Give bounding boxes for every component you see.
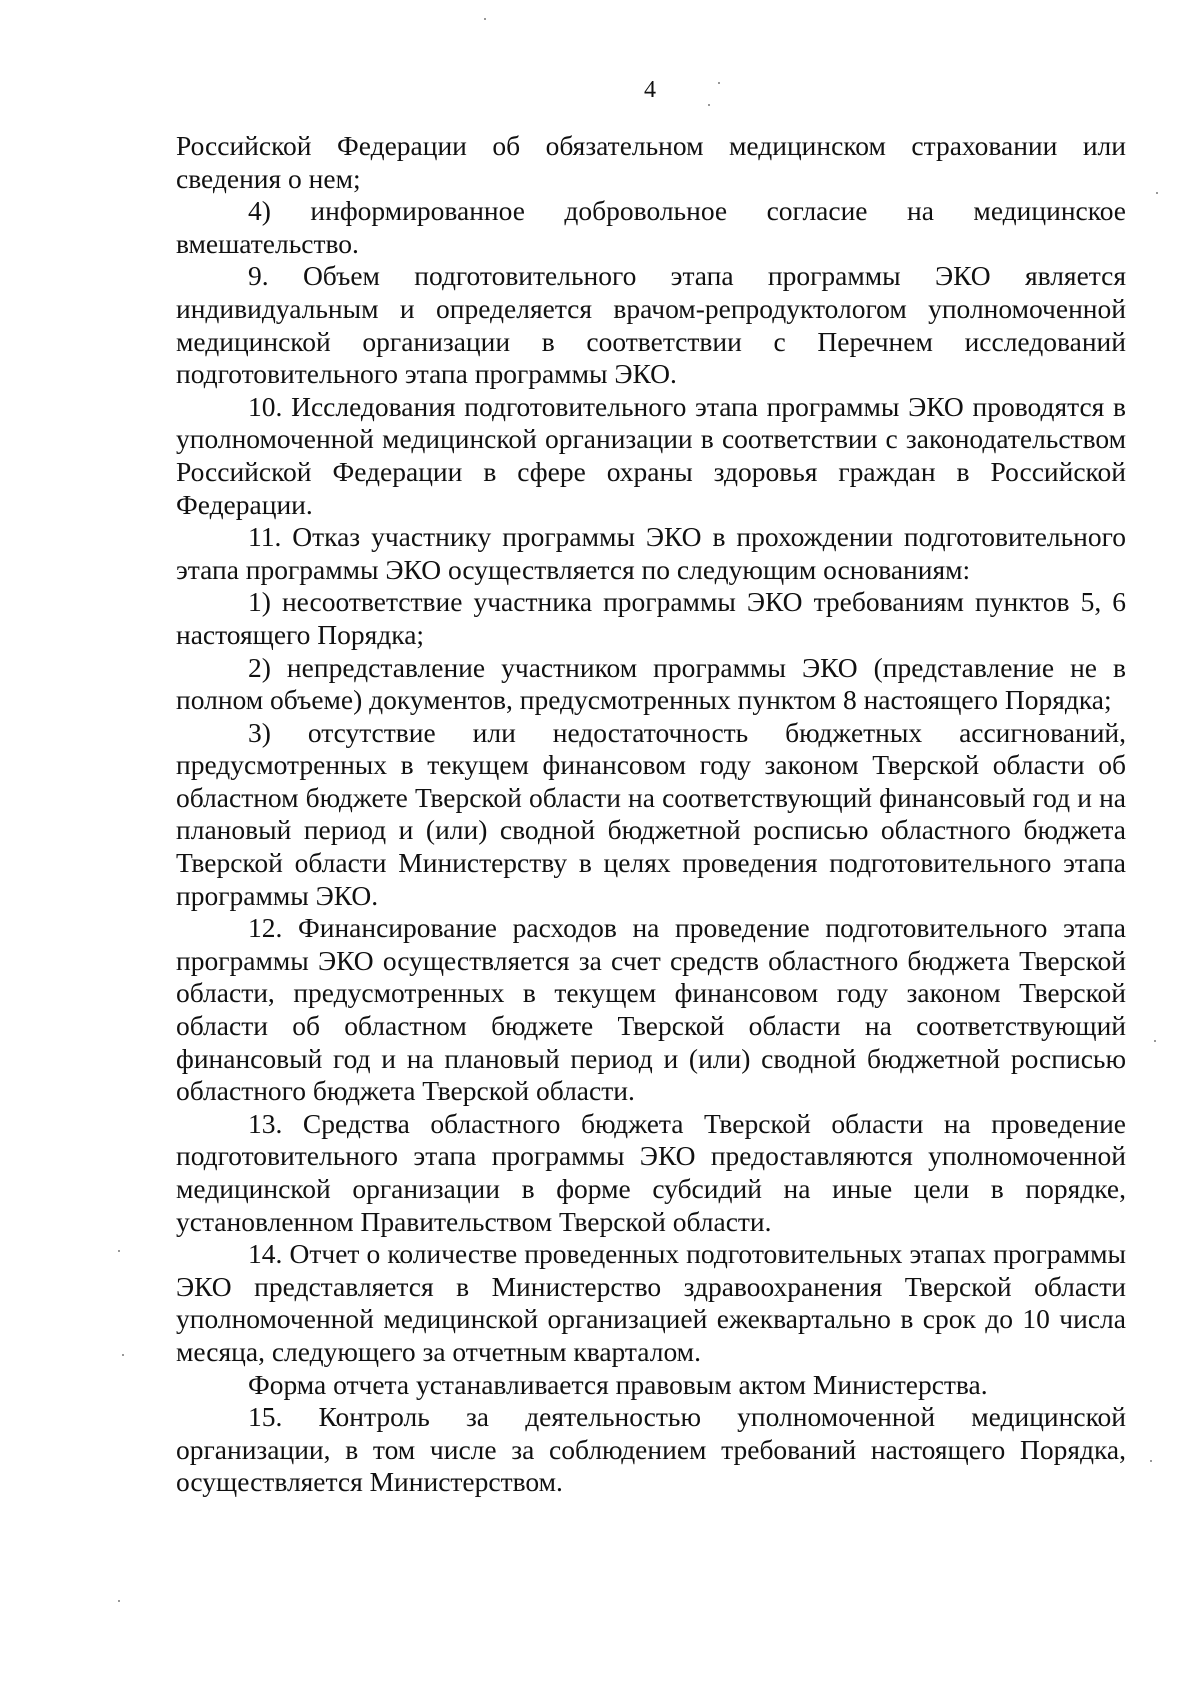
paragraph-11: 11. Отказ участнику программы ЭКО в прохождении подготовительного этапа программы ЭКО осуществляется по следующим основаниям: xyxy=(176,521,1126,585)
scan-speck xyxy=(118,1250,120,1252)
paragraph-item-4: 4) информированное добровольное согласие на медицинское вмешательство. xyxy=(176,195,1126,259)
scan-speck xyxy=(118,1600,120,1602)
paragraph-12: 12. Финансирование расходов на проведение подготовительного этапа программы ЭКО осуществляется за счет средств областного бюджета Тверской области, предусмотренных в текущем финансовом году законом Тверской области об областном бюджете Тверской области на соответствующий финансовый год и на плановый период и (или) сводной бюджетной росписью областного бюджета Тверской области. xyxy=(176,912,1126,1107)
scan-speck xyxy=(718,82,720,84)
scan-speck xyxy=(1154,1040,1156,1042)
paragraph-14: 14. Отчет о количестве проведенных подготовительных этапах программы ЭКО представляется в Министерство здравоохранения Тверской области уполномоченной медицинской организацией ежеквартально в срок до 10 числа месяца, следующего за отчетным кварталом. xyxy=(176,1238,1126,1367)
paragraph-10: 10. Исследования подготовительного этапа программы ЭКО проводятся в уполномоченной медицинской организации в соответствии с законодательством Российской Федерации в сфере охраны здоровья граждан в Российской Федерации. xyxy=(176,390,1126,520)
paragraph-14-form: Форма отчета устанавливается правовым актом Министерства. xyxy=(248,1368,988,1400)
paragraph-continuation: Российской Федерации об обязательном медицинском страховании или сведения о нем; xyxy=(176,130,1126,194)
paragraph-15: 15. Контроль за деятельностью уполномоченной медицинской организации, в том числе за соблюдением требований настоящего Порядка, осуществляется Министерством. xyxy=(176,1401,1126,1498)
page-number: 4 xyxy=(644,77,656,103)
scan-speck xyxy=(708,104,710,106)
scan-speck xyxy=(484,18,486,20)
paragraph-9: 9. Объем подготовительного этапа программы ЭКО является индивидуальным и определяется врачом-репродуктологом уполномоченной медицинской организации в соответствии с Перечнем исследований подготовительного этапа программы ЭКО. xyxy=(176,260,1126,390)
document-body xyxy=(176,130,1126,1499)
scan-speck xyxy=(1150,1460,1152,1462)
paragraph-11-item-3: 3) отсутствие или недостаточность бюджетных ассигнований, предусмотренных в текущем финансовом году законом Тверской области об областном бюджете Тверской области на соответствующий финансовый год и на плановый период и (или) сводной бюджетной росписью областного бюджета Тверской области Министерству в целях проведения подготовительного этапа программы ЭКО. xyxy=(176,716,1126,911)
paragraph-11-item-1: 1) несоответствие участника программы ЭКО требованиям пунктов 5, 6 настоящего Порядка; xyxy=(176,586,1126,650)
paragraph-11-item-2: 2) непредставление участником программы ЭКО (представление не в полном объеме) документов, предусмотренных пунктом 8 настоящего Порядка; xyxy=(176,651,1126,716)
scan-speck xyxy=(1156,192,1158,194)
paragraph-13: 13. Средства областного бюджета Тверской области на проведение подготовительного этапа программы ЭКО предоставляются уполномоченной медицинской организации в форме субсидий на иные цели в порядке, установленном Правительством Тверской области. xyxy=(176,1107,1126,1237)
scan-speck xyxy=(122,1354,124,1356)
